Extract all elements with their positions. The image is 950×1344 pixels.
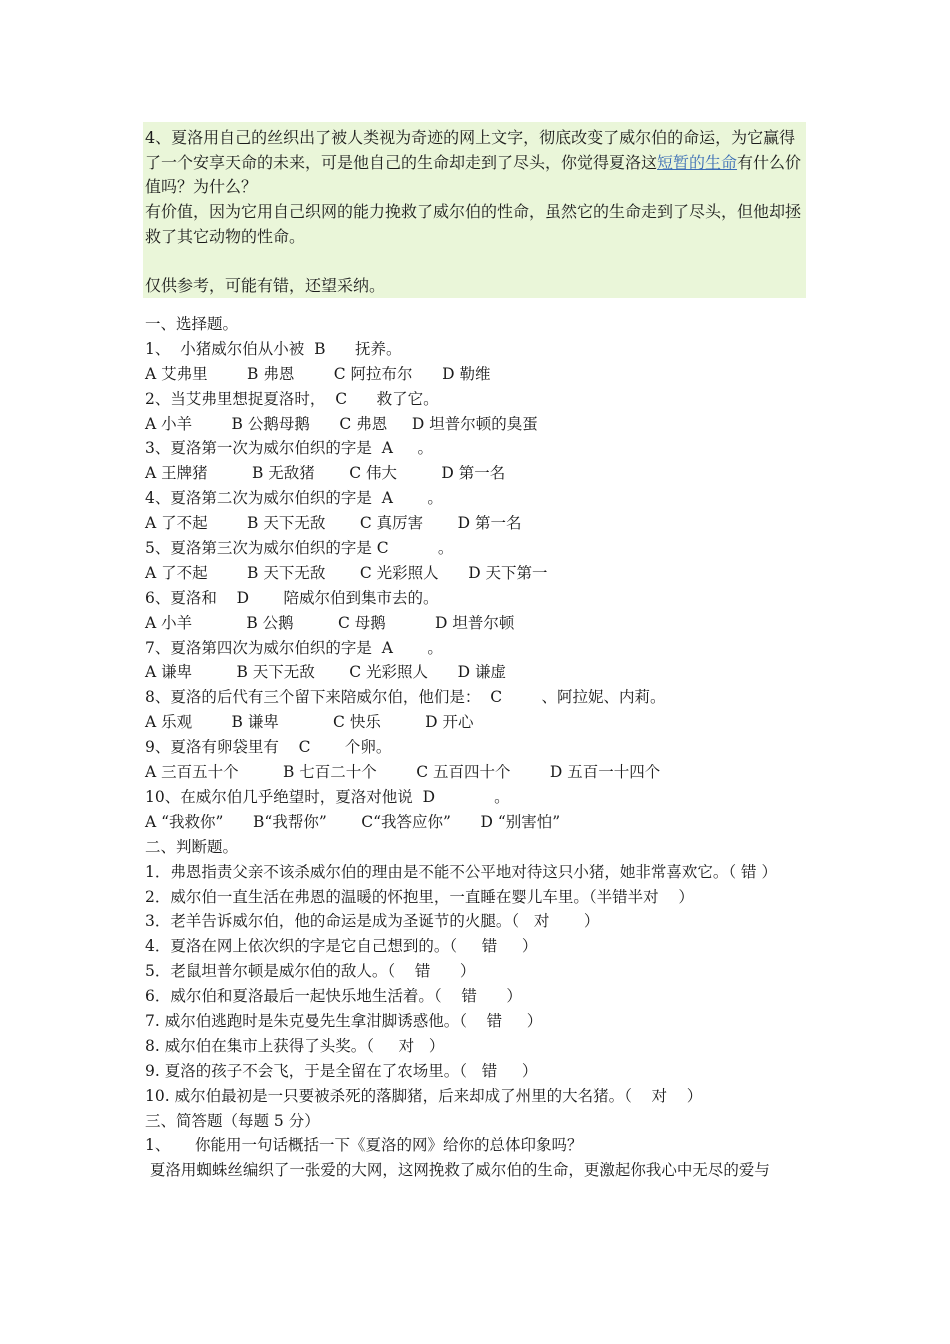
question-line: 9、夏洛有卵袋里有 C 个卵。	[145, 738, 392, 757]
section-heading: 一、选择题。	[145, 315, 239, 333]
options-line: A 王牌猪 B 无敌猪 C 伟大 D 第一名	[145, 464, 506, 483]
options-line: A 了不起 B 天下无敌 C 真厉害 D 第一名	[145, 514, 522, 533]
question-line: 3、夏洛第一次为威尔伯织的字是 A 。	[145, 439, 434, 458]
question-line: 8、夏洛的后代有三个留下来陪威尔伯，他们是： C 、阿拉妮、内莉。	[145, 688, 666, 707]
judgment-line: 7. 威尔伯逃跑时是朱克曼先生拿泔脚诱惑他。（ 错 ）	[145, 1011, 543, 1030]
question-4-answer: 有价值，因为它用自己织网的能力挽救了威尔伯的性命，虽然它的生命走到了尽头，但他却拯救了其它动物的性命。	[145, 202, 802, 246]
options-line: A 小羊 B 公鹅 C 母鹅 D 坦普尔顿	[145, 613, 515, 632]
question-line: 4、夏洛第二次为威尔伯织的字是 A 。	[145, 489, 443, 508]
options-line: A 小羊 B 公鹅母鹅 C 弗恩 D 坦普尔顿的臭蛋	[145, 414, 538, 433]
options-line: A 乐观 B 谦卑 C 快乐 D 开心	[145, 713, 474, 732]
question-line: 5、夏洛第三次为威尔伯织的字是 C 。	[145, 539, 454, 558]
highlighted-answer-block	[143, 122, 806, 298]
options-line: A 谦卑 B 天下无敌 C 光彩照人 D 谦虚	[145, 663, 506, 682]
judgment-line: 9. 夏洛的孩子不会飞，于是全留在了农场里。（ 错 ）	[145, 1061, 538, 1080]
question-4-text: 4、夏洛用自己的丝织出了被人类视为奇迹的网上文字，彻底改变了威尔伯的命运，为它赢得了一个安享天命的未来，可是他自己的生命却走到了尽头，你觉得夏洛这	[145, 128, 796, 172]
exercise-content	[145, 312, 810, 1183]
question-4-text-end: 有什么价值吗？为什么？	[145, 152, 802, 196]
options-line: A “我救你” B“我帮你” C“我答应你” D “别害怕”	[145, 812, 561, 831]
options-line: A 了不起 B 天下无敌 C 光彩照人 D 天下第一	[145, 563, 548, 582]
section-heading: 二、判断题。	[145, 837, 239, 856]
question-line: 2、当艾弗里想捉夏洛时， C 救了它。	[145, 389, 439, 408]
question-line: 1、 小猪威尔伯从小被 B 抚养。	[145, 339, 402, 358]
short-life-link[interactable]: 短暂的生命	[657, 152, 738, 172]
judgment-line: 1．弗恩指责父亲不该杀威尔伯的理由是不能不公平地对待这只小猪，她非常喜欢它。（ 错 ）	[145, 862, 777, 881]
question-line: 7、夏洛第四次为威尔伯织的字是 A 。	[145, 638, 443, 657]
options-line: A 艾弗里 B 弗恩 C 阿拉布尔 D 勒维	[145, 364, 491, 383]
section-heading: 三、简答题（每题 5 分）	[145, 1111, 320, 1130]
options-line: A 三百五十个 B 七百二十个 C 五百四十个 D 五百一十四个	[145, 763, 661, 782]
judgment-line: 8. 威尔伯在集市上获得了头奖。（ 对 ）	[145, 1036, 445, 1055]
question-line: 1、 你能用一句话概括一下《夏洛的网》给你的总体印象吗？	[145, 1136, 583, 1155]
question-4	[145, 126, 805, 200]
question-line: 6、夏洛和 D 陪威尔伯到集市去的。	[145, 588, 439, 607]
question-line: 10、在威尔伯几乎绝望时，夏洛对他说 D 。	[145, 787, 510, 806]
judgment-line: 3．老羊告诉威尔伯，他的命运是成为圣诞节的火腿。（ 对 ）	[145, 912, 600, 931]
answer-line: 夏洛用蜘蛛丝编织了一张爱的大网，这网挽救了威尔伯的生命，更激起你我心中无尽的爱与	[145, 1161, 770, 1180]
judgment-line: 4．夏洛在网上依次织的字是它自己想到的。（ 错 ）	[145, 937, 538, 956]
reference-note: 仅供参考，可能有错，还望采纳。	[145, 276, 386, 295]
judgment-line: 2．威尔伯一直生活在弗恩的温暖的怀抱里，一直睡在婴儿车里。（半错半对 ）	[145, 887, 694, 906]
judgment-line: 5．老鼠坦普尔顿是威尔伯的敌人。（ 错 ）	[145, 962, 476, 981]
judgment-line: 10. 威尔伯最初是一只要被杀死的落脚猪，后来却成了州里的大名猪。（ 对 ）	[145, 1086, 703, 1105]
judgment-line: 6．威尔伯和夏洛最后一起快乐地生活着。（ 错 ）	[145, 987, 522, 1006]
